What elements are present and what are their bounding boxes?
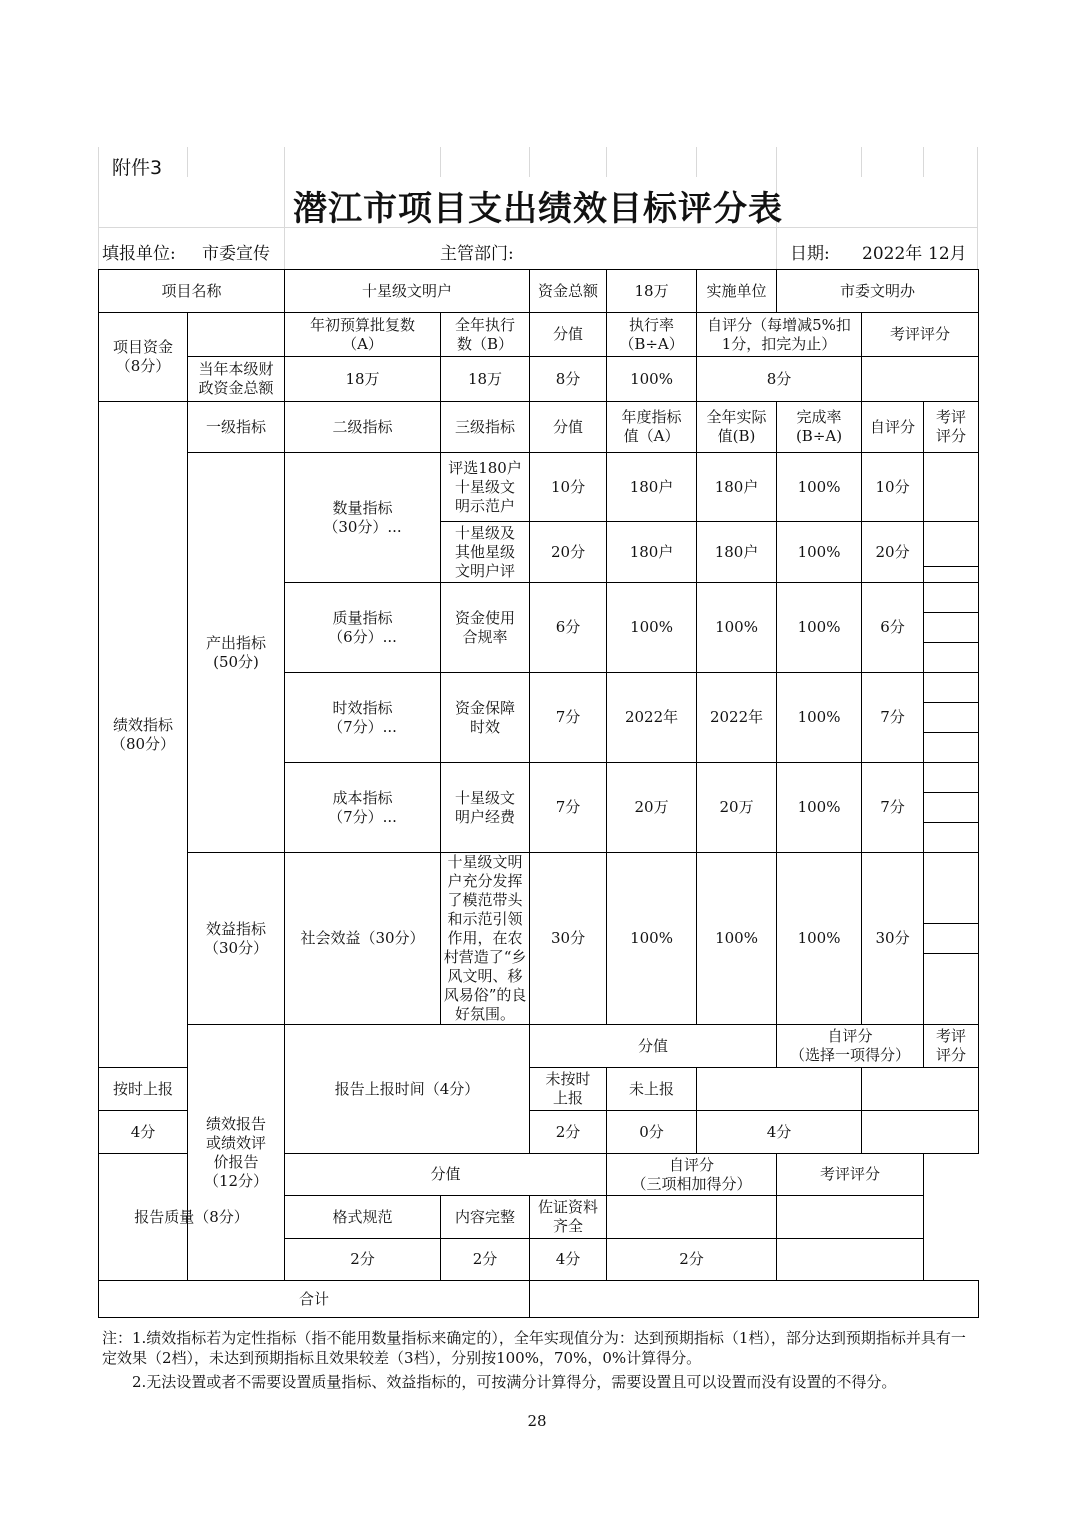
review-cell [924,763,979,793]
form-header [98,147,978,269]
funds-value-row [99,357,979,402]
value-content: 2分 [441,1239,530,1281]
rate-cell: 100% [777,853,862,1025]
report-time-review-blank [862,1068,979,1111]
rate-cell: 100% [777,763,862,853]
table-row [99,853,979,1025]
budget-header: 年初预算批复数 （A） [285,313,441,357]
rate-cell: 100% [777,453,862,522]
level3-cell: 十星级文明户充分发挥了模范带头和示范引领作用，在农村营造了“乡风文明、移风易俗”的良好氛围。 [441,853,530,1025]
review-cell [924,823,979,853]
score-cell: 20分 [530,522,607,583]
report-time-self-blank [697,1068,862,1111]
funds-row-label: 当年本级财 政资金总额 [188,357,285,402]
funds-review-value [862,357,979,402]
exec-header: 全年执行 数（B） [441,313,530,357]
report-time-label: 报告上报时间（4分） [285,1025,530,1154]
project-name-value: 十星级文明户 [285,270,530,313]
report-time-self-label: 自评分 （选择一项得分） [777,1025,924,1068]
value-on-time: 4分 [99,1111,188,1154]
report-quality-self-label: 自评分 （三项相加得分） [607,1154,777,1196]
target-cell: 100% [607,853,697,1025]
total-label: 合计 [99,1281,530,1318]
actual-cell: 180户 [697,522,777,583]
exec-rate-header: 执行率 （B÷A） [607,313,697,357]
report-quality-review-blank [777,1196,924,1239]
note-1: 注：1.绩效指标若为定性指标（指不能用数量指标来确定的），全年实现值分为：达到预期指标（1档），部分达到预期指标并具有一定效果（2档），未达到预期指标且效果较差（3档），分别按100%，70%，0%计算得分。 [102,1329,966,1367]
value-late: 2分 [530,1111,607,1154]
level3-cell: 资金保障 时效 [441,673,530,763]
perf-score-header: 分值 [530,402,607,453]
fund-total-label: 资金总额 [530,270,607,313]
review-cell [924,703,979,733]
option-format: 格式规范 [285,1196,441,1239]
review-cell [924,453,979,522]
attachment-label: 附件3 [112,157,163,179]
exec-value: 18万 [441,357,530,402]
rate-header: 完成率 (B÷A) [777,402,862,453]
score-table [98,269,979,1318]
funds-review-header: 考评评分 [862,313,979,357]
option-evidence: 佐证资料 齐全 [530,1196,607,1239]
actual-cell: 20万 [697,763,777,853]
note-2: 2.无法设置或者不需要设置质量指标、效益指标的，可按满分计算得分，需要设置且可以设置而没有设置的不得分。 [132,1373,897,1391]
option-late: 未按时 上报 [530,1068,607,1111]
self-score-cell: 20分 [862,522,924,583]
perf-header-row [99,402,979,453]
review-cell [924,793,979,823]
option-not-reported: 未上报 [607,1068,697,1111]
self-score-cell: 10分 [862,453,924,522]
funds-score-header: 分值 [530,313,607,357]
actual-cell: 180户 [697,453,777,522]
actual-cell: 2022年 [697,673,777,763]
actual-header: 全年实际 值(B) [697,402,777,453]
level3-header: 三级指标 [441,402,530,453]
target-cell: 100% [607,583,697,673]
fund-total-value: 18万 [607,270,697,313]
target-cell: 20万 [607,763,697,853]
report-quality-self-blank [607,1196,777,1239]
value-not-reported: 0分 [607,1111,697,1154]
review-cell [924,733,979,763]
level3-cell: 十星级文 明户经费 [441,763,530,853]
report-quality-review-label: 考评评分 [777,1154,924,1196]
target-header: 年度指标 值（A） [607,402,697,453]
level3-cell: 十星级及 其他星级 文明户评 [441,522,530,583]
actual-cell: 100% [697,583,777,673]
notes [98,1318,978,1392]
exec-rate-value: 100% [607,357,697,402]
self-score-cell: 30分 [862,853,924,1025]
review-cell [924,583,979,613]
impl-unit-label: 实施单位 [697,270,777,313]
level2-header: 二级指标 [285,402,441,453]
form-sheet [98,147,978,1396]
level1-header: 一级指标 [188,402,285,453]
total-row [99,1281,979,1318]
page-title: 潜江市项目支出绩效目标评分表 [293,189,783,229]
score-cell: 30分 [530,853,607,1025]
review-cell [924,853,979,1025]
funds-self-header: 自评分（每增减5%扣 1分，扣完为止） [697,313,862,357]
funds-blank [188,313,285,357]
page-number: 28 [527,1412,547,1430]
date-year: 2022年 [862,244,923,264]
budget-value: 18万 [285,357,441,402]
option-on-time: 按时上报 [99,1068,188,1111]
rate-cell: 100% [777,522,862,583]
rate-cell: 100% [777,583,862,673]
table-row [99,453,979,522]
target-cell: 180户 [607,522,697,583]
funds-score-value: 8分 [530,357,607,402]
score-cell: 7分 [530,673,607,763]
self-header: 自评分 [862,402,924,453]
project-name-label: 项目名称 [99,270,285,313]
rate-cell: 100% [777,673,862,763]
review-cell [924,673,979,703]
funds-self-value: 8分 [697,357,862,402]
self-score-cell: 6分 [862,583,924,673]
report-quality-self-score: 2分 [607,1239,777,1281]
report-time-score-label: 分值 [530,1025,777,1068]
report-quality-label: 报告质量（8分） [99,1154,285,1281]
total-value [530,1281,979,1318]
review-cell [924,613,979,643]
review-cell [924,522,979,583]
funds-header-row [99,313,979,357]
review-header: 考评 评分 [924,402,979,453]
score-cell: 10分 [530,453,607,522]
quality-indicator: 质量指标 （6分）... [285,583,441,673]
impl-unit-value: 市委文明办 [777,270,979,313]
fill-unit-label: 填报单位: [102,244,176,264]
quantity-indicator: 数量指标 （30分）... [285,453,441,583]
value-evidence: 4分 [530,1239,607,1281]
score-cell: 7分 [530,763,607,853]
project-row [99,270,979,313]
report-quality-score-label: 分值 [285,1154,607,1196]
value-format: 2分 [285,1239,441,1281]
output-indicator-label: 产出指标 (50分) [188,453,285,853]
date-label: 日期: [790,244,830,264]
review-cell [924,643,979,673]
report-quality-review-score [777,1239,924,1281]
option-content: 内容完整 [441,1196,530,1239]
report-time-review-score [862,1111,979,1154]
timeliness-indicator: 时效指标 （7分）... [285,673,441,763]
level3-cell: 评选180户 十星级文 明示范户 [441,453,530,522]
actual-cell: 100% [697,853,777,1025]
target-cell: 2022年 [607,673,697,763]
report-time-header-row [99,1025,979,1068]
level3-cell: 资金使用 合规率 [441,583,530,673]
score-cell: 6分 [530,583,607,673]
report-time-self-score: 4分 [697,1111,862,1154]
report-section-label: 绩效报告 或绩效评 价报告 （12分） [188,1025,285,1281]
dept-label: 主管部门: [440,244,514,264]
social-benefit-indicator: 社会效益（30分） [285,853,441,1025]
self-score-cell: 7分 [862,673,924,763]
date-month: 12月 [928,244,967,264]
funds-section-label: 项目资金 （8分） [99,313,188,402]
perf-section-label: 绩效指标 （80分） [99,402,188,1068]
cost-indicator: 成本指标 （7分）... [285,763,441,853]
self-score-cell: 7分 [862,763,924,853]
benefit-indicator-label: 效益指标 （30分） [188,853,285,1025]
fill-unit-value: 市委宣传 [202,244,270,264]
report-time-review-label: 考评 评分 [924,1025,979,1068]
target-cell: 180户 [607,453,697,522]
